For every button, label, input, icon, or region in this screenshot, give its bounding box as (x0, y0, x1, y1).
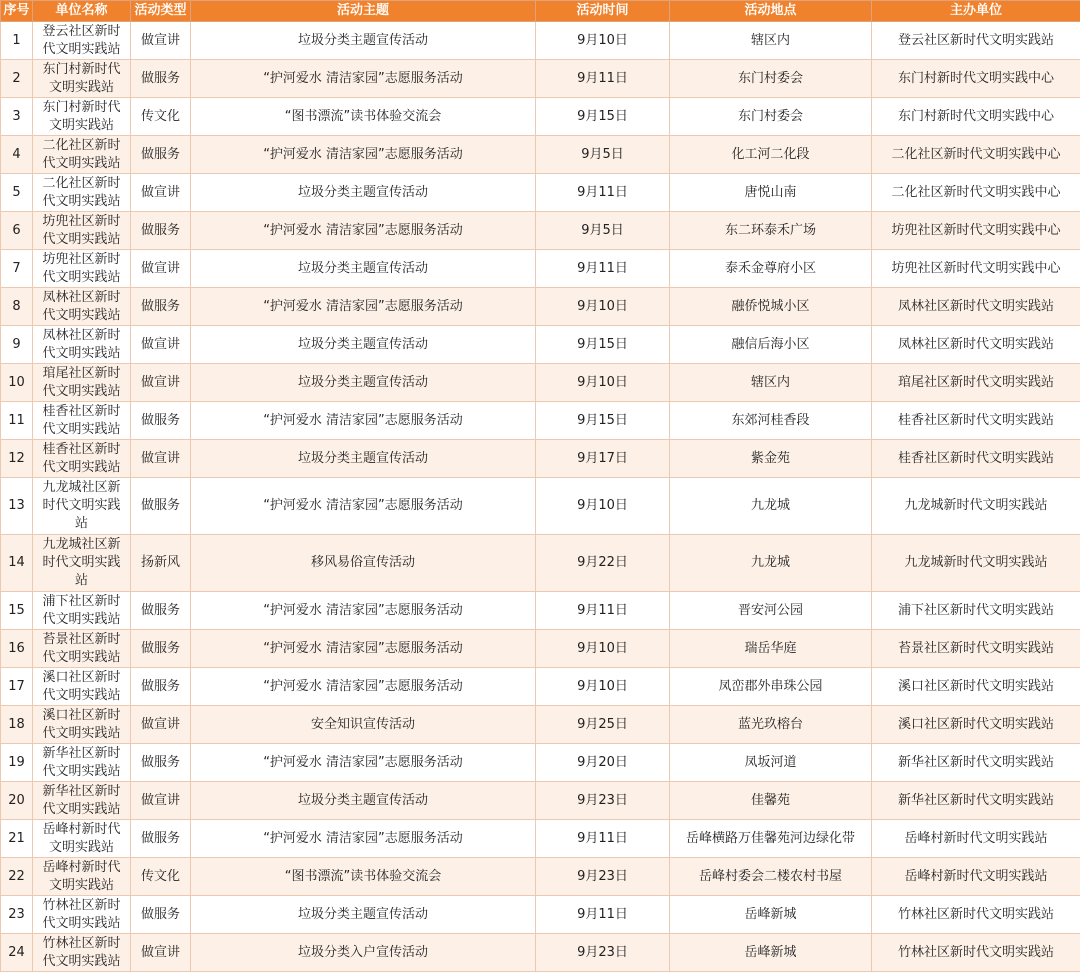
cell-theme: “护河爱水 清洁家园”志愿服务活动 (191, 212, 536, 250)
cell-place: 东门村委会 (670, 98, 872, 136)
cell-host: 竹林社区新时代文明实践站 (872, 934, 1080, 972)
cell-date: 9月11日 (536, 820, 670, 858)
cell-theme: “护河爱水 清洁家园”志愿服务活动 (191, 478, 536, 535)
cell-theme: “图书漂流”读书体验交流会 (191, 98, 536, 136)
cell-place: 融侨悦城小区 (670, 288, 872, 326)
cell-unit: 溪口社区新时代文明实践站 (33, 668, 131, 706)
cell-host: 溪口社区新时代文明实践站 (872, 706, 1080, 744)
cell-unit: 坊兜社区新时代文明实践站 (33, 250, 131, 288)
table-row (1, 668, 1080, 706)
cell-date: 9月11日 (536, 174, 670, 212)
cell-date: 9月10日 (536, 668, 670, 706)
cell-place: 九龙城 (670, 478, 872, 535)
cell-place: 化工河二化段 (670, 136, 872, 174)
table-header (1, 1, 1080, 22)
cell-unit: 凤林社区新时代文明实践站 (33, 288, 131, 326)
header-type: 活动类型 (131, 1, 191, 22)
cell-place: 瑞岳华庭 (670, 630, 872, 668)
cell-unit: 岳峰村新时代文明实践站 (33, 858, 131, 896)
cell-host: 桂香社区新时代文明实践站 (872, 402, 1080, 440)
cell-date: 9月11日 (536, 250, 670, 288)
cell-no: 12 (1, 440, 33, 478)
header-row (1, 1, 1080, 22)
cell-no: 21 (1, 820, 33, 858)
header-date: 活动时间 (536, 1, 670, 22)
cell-type: 做服务 (131, 668, 191, 706)
cell-place: 蓝光玖榕台 (670, 706, 872, 744)
cell-theme: 垃圾分类主题宣传活动 (191, 326, 536, 364)
cell-date: 9月23日 (536, 934, 670, 972)
cell-type: 扬新风 (131, 535, 191, 592)
cell-no: 14 (1, 535, 33, 592)
cell-host: 琯尾社区新时代文明实践站 (872, 364, 1080, 402)
cell-no: 16 (1, 630, 33, 668)
table-row (1, 364, 1080, 402)
cell-host: 坊兜社区新时代文明实践中心 (872, 250, 1080, 288)
cell-date: 9月10日 (536, 364, 670, 402)
cell-unit: 琯尾社区新时代文明实践站 (33, 364, 131, 402)
cell-no: 17 (1, 668, 33, 706)
cell-unit: 苔景社区新时代文明实践站 (33, 630, 131, 668)
cell-unit: 登云社区新时代文明实践站 (33, 22, 131, 60)
cell-type: 传文化 (131, 858, 191, 896)
cell-host: 坊兜社区新时代文明实践中心 (872, 212, 1080, 250)
cell-unit: 二化社区新时代文明实践站 (33, 136, 131, 174)
cell-place: 唐悦山南 (670, 174, 872, 212)
cell-no: 6 (1, 212, 33, 250)
cell-place: 凤坂河道 (670, 744, 872, 782)
cell-place: 岳峰新城 (670, 896, 872, 934)
cell-host: 岳峰村新时代文明实践站 (872, 820, 1080, 858)
cell-host: 二化社区新时代文明实践中心 (872, 136, 1080, 174)
cell-date: 9月15日 (536, 326, 670, 364)
cell-unit: 九龙城社区新时代文明实践站 (33, 535, 131, 592)
cell-host: 新华社区新时代文明实践站 (872, 782, 1080, 820)
cell-no: 24 (1, 934, 33, 972)
cell-date: 9月10日 (536, 630, 670, 668)
cell-date: 9月23日 (536, 858, 670, 896)
table-row (1, 60, 1080, 98)
cell-type: 做服务 (131, 60, 191, 98)
cell-place: 岳峰新城 (670, 934, 872, 972)
cell-no: 8 (1, 288, 33, 326)
cell-theme: 垃圾分类主题宣传活动 (191, 250, 536, 288)
table-row (1, 250, 1080, 288)
cell-date: 9月11日 (536, 60, 670, 98)
cell-unit: 东门村新时代文明实践站 (33, 98, 131, 136)
cell-no: 11 (1, 402, 33, 440)
table-row (1, 22, 1080, 60)
cell-place: 融信后海小区 (670, 326, 872, 364)
cell-date: 9月17日 (536, 440, 670, 478)
cell-host: 溪口社区新时代文明实践站 (872, 668, 1080, 706)
cell-unit: 竹林社区新时代文明实践站 (33, 896, 131, 934)
cell-host: 浦下社区新时代文明实践站 (872, 592, 1080, 630)
cell-place: 岳峰横路万佳馨苑河边绿化带 (670, 820, 872, 858)
cell-theme: “护河爱水 清洁家园”志愿服务活动 (191, 820, 536, 858)
cell-unit: 新华社区新时代文明实践站 (33, 782, 131, 820)
cell-type: 做宣讲 (131, 250, 191, 288)
cell-place: 辖区内 (670, 364, 872, 402)
cell-place: 辖区内 (670, 22, 872, 60)
cell-theme: “护河爱水 清洁家园”志愿服务活动 (191, 592, 536, 630)
cell-unit: 浦下社区新时代文明实践站 (33, 592, 131, 630)
cell-host: 二化社区新时代文明实践中心 (872, 174, 1080, 212)
cell-theme: “护河爱水 清洁家园”志愿服务活动 (191, 744, 536, 782)
cell-no: 2 (1, 60, 33, 98)
table-row (1, 820, 1080, 858)
cell-type: 做服务 (131, 212, 191, 250)
cell-no: 13 (1, 478, 33, 535)
cell-place: 东郊河桂香段 (670, 402, 872, 440)
cell-type: 做宣讲 (131, 782, 191, 820)
cell-no: 7 (1, 250, 33, 288)
cell-no: 5 (1, 174, 33, 212)
cell-type: 做服务 (131, 136, 191, 174)
cell-type: 传文化 (131, 98, 191, 136)
cell-type: 做宣讲 (131, 706, 191, 744)
cell-date: 9月10日 (536, 478, 670, 535)
cell-place: 东二环泰禾广场 (670, 212, 872, 250)
cell-date: 9月10日 (536, 288, 670, 326)
cell-host: 凤林社区新时代文明实践站 (872, 288, 1080, 326)
cell-no: 22 (1, 858, 33, 896)
cell-host: 岳峰村新时代文明实践站 (872, 858, 1080, 896)
cell-unit: 新华社区新时代文明实践站 (33, 744, 131, 782)
cell-host: 新华社区新时代文明实践站 (872, 744, 1080, 782)
cell-theme: 垃圾分类主题宣传活动 (191, 440, 536, 478)
cell-unit: 凤林社区新时代文明实践站 (33, 326, 131, 364)
table-row (1, 478, 1080, 535)
cell-unit: 东门村新时代文明实践站 (33, 60, 131, 98)
cell-place: 九龙城 (670, 535, 872, 592)
cell-host: 桂香社区新时代文明实践站 (872, 440, 1080, 478)
cell-date: 9月15日 (536, 98, 670, 136)
table-row (1, 630, 1080, 668)
cell-type: 做服务 (131, 820, 191, 858)
cell-unit: 桂香社区新时代文明实践站 (33, 440, 131, 478)
table-row (1, 212, 1080, 250)
cell-unit: 岳峰村新时代文明实践站 (33, 820, 131, 858)
cell-theme: 垃圾分类主题宣传活动 (191, 174, 536, 212)
table-row (1, 136, 1080, 174)
cell-host: 竹林社区新时代文明实践站 (872, 896, 1080, 934)
cell-theme: “护河爱水 清洁家园”志愿服务活动 (191, 136, 536, 174)
cell-type: 做宣讲 (131, 22, 191, 60)
cell-unit: 竹林社区新时代文明实践站 (33, 934, 131, 972)
cell-place: 佳馨苑 (670, 782, 872, 820)
header-place: 活动地点 (670, 1, 872, 22)
cell-date: 9月11日 (536, 592, 670, 630)
cell-type: 做宣讲 (131, 326, 191, 364)
cell-theme: “图书漂流”读书体验交流会 (191, 858, 536, 896)
cell-type: 做服务 (131, 744, 191, 782)
cell-type: 做服务 (131, 478, 191, 535)
cell-no: 10 (1, 364, 33, 402)
cell-no: 15 (1, 592, 33, 630)
cell-place: 岳峰村委会二楼农村书屋 (670, 858, 872, 896)
cell-theme: “护河爱水 清洁家园”志愿服务活动 (191, 668, 536, 706)
header-no: 序号 (1, 1, 33, 22)
table-body (1, 22, 1080, 972)
table-row (1, 592, 1080, 630)
cell-no: 4 (1, 136, 33, 174)
header-host: 主办单位 (872, 1, 1080, 22)
cell-host: 登云社区新时代文明实践站 (872, 22, 1080, 60)
table-row (1, 288, 1080, 326)
table-row (1, 535, 1080, 592)
cell-date: 9月11日 (536, 896, 670, 934)
cell-no: 9 (1, 326, 33, 364)
cell-unit: 二化社区新时代文明实践站 (33, 174, 131, 212)
cell-no: 3 (1, 98, 33, 136)
table-row (1, 440, 1080, 478)
cell-no: 1 (1, 22, 33, 60)
cell-theme: 垃圾分类入户宣传活动 (191, 934, 536, 972)
cell-place: 泰禾金尊府小区 (670, 250, 872, 288)
cell-theme: 移风易俗宣传活动 (191, 535, 536, 592)
table-row (1, 896, 1080, 934)
table-row (1, 782, 1080, 820)
cell-host: 九龙城新时代文明实践站 (872, 478, 1080, 535)
table-row (1, 858, 1080, 896)
cell-theme: 安全知识宣传活动 (191, 706, 536, 744)
cell-theme: 垃圾分类主题宣传活动 (191, 22, 536, 60)
cell-date: 9月22日 (536, 535, 670, 592)
cell-no: 19 (1, 744, 33, 782)
table-row (1, 326, 1080, 364)
table-row (1, 744, 1080, 782)
header-theme: 活动主题 (191, 1, 536, 22)
cell-host: 凤林社区新时代文明实践站 (872, 326, 1080, 364)
cell-type: 做服务 (131, 896, 191, 934)
cell-no: 20 (1, 782, 33, 820)
table-row (1, 402, 1080, 440)
table-row (1, 706, 1080, 744)
cell-type: 做宣讲 (131, 934, 191, 972)
table-row (1, 934, 1080, 972)
cell-place: 紫金苑 (670, 440, 872, 478)
cell-date: 9月10日 (536, 22, 670, 60)
table-row (1, 174, 1080, 212)
cell-date: 9月23日 (536, 782, 670, 820)
table-row (1, 98, 1080, 136)
cell-type: 做服务 (131, 288, 191, 326)
cell-unit: 坊兜社区新时代文明实践站 (33, 212, 131, 250)
cell-theme: 垃圾分类主题宣传活动 (191, 364, 536, 402)
cell-date: 9月15日 (536, 402, 670, 440)
cell-theme: “护河爱水 清洁家园”志愿服务活动 (191, 402, 536, 440)
cell-theme: “护河爱水 清洁家园”志愿服务活动 (191, 60, 536, 98)
cell-theme: 垃圾分类主题宣传活动 (191, 896, 536, 934)
cell-place: 晋安河公园 (670, 592, 872, 630)
cell-date: 9月20日 (536, 744, 670, 782)
cell-host: 东门村新时代文明实践中心 (872, 98, 1080, 136)
cell-host: 九龙城新时代文明实践站 (872, 535, 1080, 592)
cell-no: 23 (1, 896, 33, 934)
cell-date: 9月5日 (536, 136, 670, 174)
cell-date: 9月5日 (536, 212, 670, 250)
cell-host: 苔景社区新时代文明实践站 (872, 630, 1080, 668)
cell-place: 凤峦郡外串珠公园 (670, 668, 872, 706)
cell-type: 做宣讲 (131, 440, 191, 478)
cell-no: 18 (1, 706, 33, 744)
cell-type: 做宣讲 (131, 174, 191, 212)
cell-theme: “护河爱水 清洁家园”志愿服务活动 (191, 630, 536, 668)
cell-place: 东门村委会 (670, 60, 872, 98)
cell-type: 做服务 (131, 630, 191, 668)
cell-type: 做服务 (131, 592, 191, 630)
cell-type: 做服务 (131, 402, 191, 440)
cell-unit: 九龙城社区新时代文明实践站 (33, 478, 131, 535)
cell-host: 东门村新时代文明实践中心 (872, 60, 1080, 98)
cell-theme: 垃圾分类主题宣传活动 (191, 782, 536, 820)
cell-date: 9月25日 (536, 706, 670, 744)
cell-unit: 溪口社区新时代文明实践站 (33, 706, 131, 744)
cell-unit: 桂香社区新时代文明实践站 (33, 402, 131, 440)
cell-theme: “护河爱水 清洁家园”志愿服务活动 (191, 288, 536, 326)
header-unit: 单位名称 (33, 1, 131, 22)
cell-type: 做宣讲 (131, 364, 191, 402)
